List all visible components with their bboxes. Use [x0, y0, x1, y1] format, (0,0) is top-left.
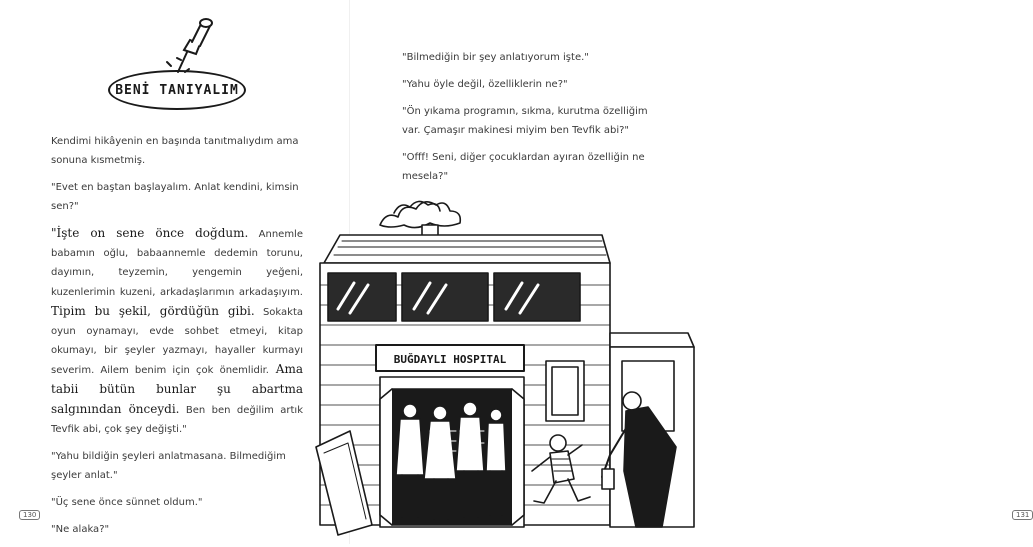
hospital-sign-text: BUĞDAYLI HOSPITAL — [393, 353, 507, 366]
pushpin-icon — [166, 14, 216, 76]
right-text — [402, 48, 652, 194]
paragraph-mixed — [51, 224, 303, 439]
page-number: 131 — [1012, 510, 1033, 520]
handwritten-phrase: Tipim bu şekil, gördüğün gibi. — [51, 304, 255, 318]
text-run: Annemle babamın oğlu, babaannemle dedemin torunu, dayımın, teyzemin, yengemin yeğeni, kuzenlerimin kuzeni, arkadaşlarımın arkadaşıyım. — [51, 229, 303, 298]
paragraph: "Yahu öyle değil, özelliklerin ne?" — [402, 79, 568, 90]
text-run: Ben ben değilim artık Tevfik abi, çok şey değişti." — [51, 405, 304, 435]
left-text — [51, 132, 303, 547]
paragraph: Kendimi hikâyenin en başında tanıtmalıydım ama sonuna kısmetmiş. — [51, 136, 299, 166]
handwritten-phrase: "İşte on sene önce doğdum. — [51, 226, 249, 240]
page-number: 130 — [19, 510, 40, 520]
paragraph: "Üç sene önce sünnet oldum." — [51, 497, 203, 508]
hospital-illustration — [310, 185, 700, 535]
paragraph: "Bilmediğin bir şey anlatıyorum işte." — [402, 52, 589, 63]
paragraph: "Ön yıkama programın, sıkma, kurutma özelliğim var. Çamaşır makinesi miyim ben Tevfik abi?" — [402, 106, 648, 136]
paragraph: "Yahu bildiğin şeyleri anlatmasana. Bilmediğim şeyler anlat." — [51, 451, 286, 481]
left-page — [0, 0, 350, 544]
paragraph: "Offf! Seni, diğer çocuklardan ayıran özelliğin ne mesela?" — [402, 152, 645, 182]
handwritten-phrase: Ama tabii bütün bunlar şu abartma salgınından önceydi. — [51, 362, 303, 416]
text-run: Sokakta oyun oynamayı, evde sohbet etmeyi, kitap okumayı, bir şeyler yazmayı, hayaller kurmayı severim. Ailem benim için çok önemlidir. — [51, 307, 303, 376]
paragraph: "Ne alaka?" — [51, 524, 110, 535]
paragraph: "Evet en baştan başlayalım. Anlat kendini, kimsin sen?" — [51, 182, 299, 212]
chapter-title: BENİ TANIYALIM — [108, 70, 246, 110]
